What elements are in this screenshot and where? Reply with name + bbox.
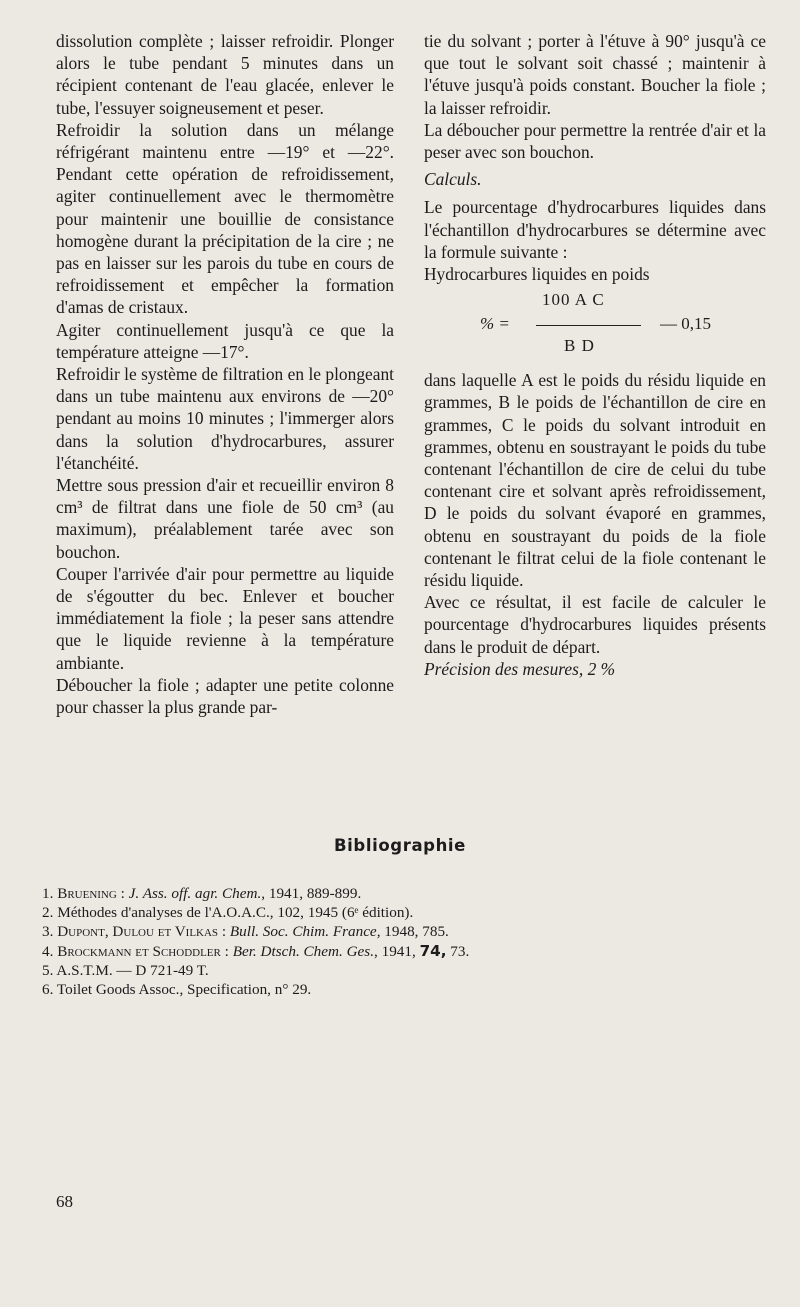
list-item: 3. Dupont, Dulou et Vilkas : Bull. Soc. Chim. France, 1948, 785. [42,923,449,941]
section-heading-calculs: Calculs. [424,169,482,190]
paragraph: tie du solvant ; porter à l'étuve à 90° jusqu'à ce que tout le solvant soit chassé ; maintenir à l'étuve jusqu'à poids constant. Boucher la fiole ; la laisser refroidir. [424,31,766,118]
bibliography-title: Bibliographie [334,836,466,855]
list-item: 5. A.S.T.M. — D 721-49 T. [42,961,209,979]
paragraph: Déboucher la fiole ; adapter une petite colonne pour chasser la plus grande par- [56,674,394,718]
paragraph: La déboucher pour permettre la rentrée d'air et la peser avec son bouchon. [424,119,766,163]
list-item: 4. Brockmann et Schoddler : Ber. Dtsch. Chem. Ges., 1941, 74, 73. [42,941,470,960]
list-item: 6. Toilet Goods Assoc., Specification, n° 29. [42,981,312,999]
paragraph: Le pourcentage d'hydrocarbures liquides dans l'échantillon d'hydrocarbures se détermine avec la formule suivante : [424,197,766,262]
paragraph: Couper l'arrivée d'air pour permettre au liquide de s'égoutter du bec. Enlever et boucher immédiatement la fiole ; la peser sans attendre que le liquide revienne à la température ambiante. [56,563,394,673]
fraction-bar [536,325,641,326]
formula-label: Hydrocarbures liquides en poids [424,264,650,285]
right-column [424,30,766,680]
paragraph: dissolution complète ; laisser refroidir. Plonger alors le tube pendant 5 minutes dans un récipient contenant de l'eau glacée, enlever le tube, l'essuyer soigneusement et peser. [56,31,394,118]
bibliography-list [42,884,662,999]
formula-denominator: B D [564,336,595,356]
paragraph: Agiter continuellement jusqu'à ce que la température atteigne —17°. [56,319,394,362]
paragraph: dans laquelle A est le poids du résidu liquide en grammes, B le poids de l'échantillon de cire en grammes, C le poids du solvant introduit en grammes, obtenu en soustrayant le poids du tube contenant l'échantillon de cire de celui du tube contenant cire et solvant après refroidissement, D le poids du solvant évaporé en grammes, obtenu en soustrayant du poids de la fiole contenant le filtrat celui de la fiole contenant le résidu liquide. [424,370,766,591]
page-number: 68 [56,1192,73,1211]
precision-note: Précision des mesures, 2 % [424,658,616,679]
formula [424,289,766,363]
list-item: 2. Méthodes d'analyses de l'A.O.A.C., 102, 1945 (6ᵉ édition). [42,904,414,922]
paragraph: Refroidir le système de filtration en le plongeant dans un tube maintenu aux environs de —20° pendant au moins 10 minutes ; l'immerger alors dans la solution d'hydrocarbures, assurer l'étanchéité. [56,364,394,473]
list-item: 1. Bruening : J. Ass. off. agr. Chem., 1941, 889-899. [42,885,362,902]
left-column [56,30,394,718]
formula-numerator: 100 A C [542,290,605,310]
paragraph: Refroidir la solution dans un mélange réfrigérant maintenu entre —19° et —22°. Pendant cette opération de refroidissement, agiter continuellement avec le thermomètre pour maintenir une bouillie de consistance homogène durant la précipitation de la cire ; ne pas en laisser sur les parois du tube en cours de refroidissement et empêcher la formation d'amas de cristaux. [56,119,394,318]
formula-lhs: % = [480,314,510,334]
paragraph: Mettre sous pression d'air et recueillir environ 8 cm³ de filtrat dans une fiole de 50 cm³ (au maximum), préalablement tarée avec son bouchon. [56,475,394,562]
paragraph: Avec ce résultat, il est facile de calculer le pourcentage d'hydrocarbures liquides présents dans le produit de départ. [424,592,766,657]
formula-rhs: — 0,15 [660,314,711,334]
